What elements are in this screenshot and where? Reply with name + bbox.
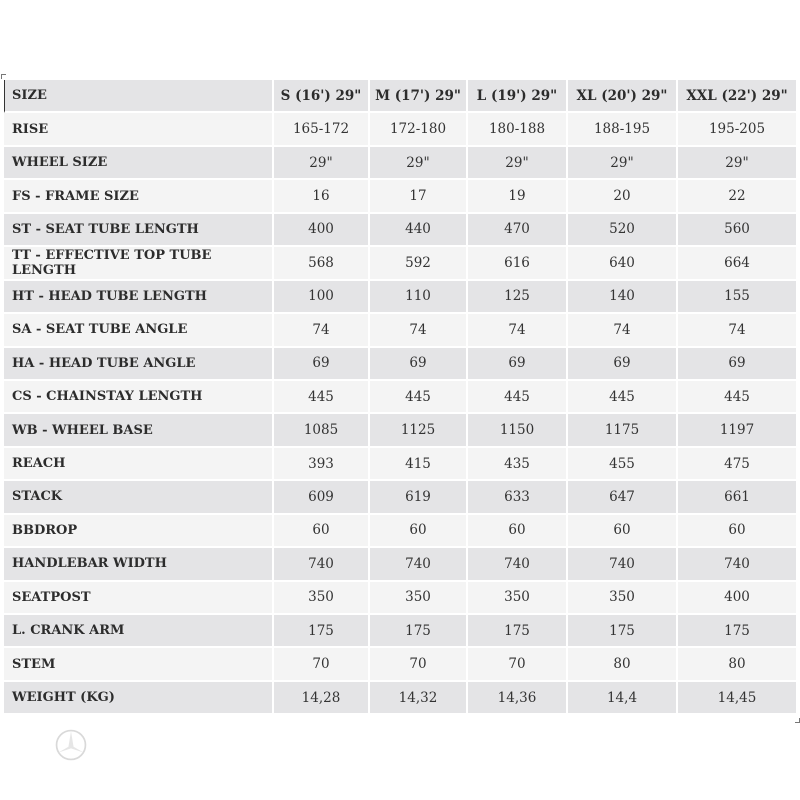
table-cell: 74 bbox=[568, 314, 678, 347]
table-cell: 69 bbox=[370, 348, 468, 381]
table-cell: 69 bbox=[568, 348, 678, 381]
table-cell: 175 bbox=[370, 615, 468, 648]
table-cell: 74 bbox=[274, 314, 370, 347]
header-size-xl: XL (20') 29" bbox=[568, 80, 678, 113]
table-header-row bbox=[4, 80, 796, 113]
row-label: WHEEL SIZE bbox=[4, 147, 274, 180]
table-cell: 180-188 bbox=[468, 113, 568, 146]
table-cell: 165-172 bbox=[274, 113, 370, 146]
table-cell: 60 bbox=[468, 515, 568, 548]
table-cell: 609 bbox=[274, 481, 370, 514]
row-label: HT - HEAD TUBE LENGTH bbox=[4, 281, 274, 314]
table-cell: 400 bbox=[678, 582, 796, 615]
table-cell: 619 bbox=[370, 481, 468, 514]
table-cell: 20 bbox=[568, 180, 678, 213]
table-cell: 60 bbox=[678, 515, 796, 548]
table-cell: 14,28 bbox=[274, 682, 370, 715]
mercedes-star-logo-icon bbox=[54, 728, 88, 762]
table-cell: 175 bbox=[678, 615, 796, 648]
table-cell: 560 bbox=[678, 214, 796, 247]
table-cell: 29" bbox=[468, 147, 568, 180]
row-label: L. CRANK ARM bbox=[4, 615, 274, 648]
table-cell: 195-205 bbox=[678, 113, 796, 146]
table-cell: 172-180 bbox=[370, 113, 468, 146]
table-cell: 647 bbox=[568, 481, 678, 514]
table-row bbox=[4, 214, 796, 247]
table-row bbox=[4, 180, 796, 213]
table-cell: 69 bbox=[468, 348, 568, 381]
table-row bbox=[4, 582, 796, 615]
table-cell: 175 bbox=[274, 615, 370, 648]
table-cell: 22 bbox=[678, 180, 796, 213]
table-cell: 1150 bbox=[468, 414, 568, 447]
table-cell: 445 bbox=[370, 381, 468, 414]
row-label: BBDROP bbox=[4, 515, 274, 548]
table-cell: 740 bbox=[468, 548, 568, 581]
table-cell: 455 bbox=[568, 448, 678, 481]
table-cell: 60 bbox=[274, 515, 370, 548]
table-cell: 350 bbox=[274, 582, 370, 615]
table-cell: 616 bbox=[468, 247, 568, 280]
table-cell: 70 bbox=[274, 648, 370, 681]
row-label: STACK bbox=[4, 481, 274, 514]
table-cell: 80 bbox=[678, 648, 796, 681]
header-size-m: M (17') 29" bbox=[370, 80, 468, 113]
table-cell: 740 bbox=[274, 548, 370, 581]
table-cell: 740 bbox=[678, 548, 796, 581]
table-cell: 350 bbox=[568, 582, 678, 615]
table-cell: 175 bbox=[468, 615, 568, 648]
header-size-l: L (19') 29" bbox=[468, 80, 568, 113]
table-cell: 1125 bbox=[370, 414, 468, 447]
table-cell: 445 bbox=[274, 381, 370, 414]
row-label: TT - EFFECTIVE TOP TUBE LENGTH bbox=[4, 247, 274, 280]
table-cell: 520 bbox=[568, 214, 678, 247]
table-cell: 393 bbox=[274, 448, 370, 481]
table-cell: 1085 bbox=[274, 414, 370, 447]
table-cell: 1175 bbox=[568, 414, 678, 447]
row-label: HA - HEAD TUBE ANGLE bbox=[4, 348, 274, 381]
table-cell: 29" bbox=[568, 147, 678, 180]
table-cell: 19 bbox=[468, 180, 568, 213]
table-cell: 110 bbox=[370, 281, 468, 314]
table-row bbox=[4, 314, 796, 347]
row-label: HANDLEBAR WIDTH bbox=[4, 548, 274, 581]
table-cell: 400 bbox=[274, 214, 370, 247]
table-cell: 350 bbox=[468, 582, 568, 615]
table-row bbox=[4, 615, 796, 648]
table-cell: 640 bbox=[568, 247, 678, 280]
table-cell: 60 bbox=[568, 515, 678, 548]
table-row bbox=[4, 414, 796, 447]
table-cell: 661 bbox=[678, 481, 796, 514]
row-label: SEATPOST bbox=[4, 582, 274, 615]
table-cell: 74 bbox=[370, 314, 468, 347]
corner-mark-top-left bbox=[1, 74, 6, 79]
table-cell: 568 bbox=[274, 247, 370, 280]
table-cell: 440 bbox=[370, 214, 468, 247]
table-cell: 592 bbox=[370, 247, 468, 280]
table-cell: 60 bbox=[370, 515, 468, 548]
table-cell: 16 bbox=[274, 180, 370, 213]
table-cell: 188-195 bbox=[568, 113, 678, 146]
table-cell: 1197 bbox=[678, 414, 796, 447]
table-cell: 140 bbox=[568, 281, 678, 314]
table-cell: 664 bbox=[678, 247, 796, 280]
header-size-s: S (16') 29" bbox=[274, 80, 370, 113]
table-row bbox=[4, 147, 796, 180]
table-row bbox=[4, 348, 796, 381]
table-cell: 155 bbox=[678, 281, 796, 314]
table-cell: 29" bbox=[678, 147, 796, 180]
table-cell: 14,36 bbox=[468, 682, 568, 715]
table-cell: 17 bbox=[370, 180, 468, 213]
table-row bbox=[4, 515, 796, 548]
table-cell: 445 bbox=[568, 381, 678, 414]
table-cell: 350 bbox=[370, 582, 468, 615]
table-cell: 69 bbox=[274, 348, 370, 381]
row-label: STEM bbox=[4, 648, 274, 681]
table-cell: 740 bbox=[568, 548, 678, 581]
row-label: CS - CHAINSTAY LENGTH bbox=[4, 381, 274, 414]
table-row bbox=[4, 113, 796, 146]
table-cell: 70 bbox=[468, 648, 568, 681]
table-cell: 445 bbox=[468, 381, 568, 414]
table-row bbox=[4, 682, 796, 715]
table-cell: 69 bbox=[678, 348, 796, 381]
table-cell: 14,45 bbox=[678, 682, 796, 715]
table-cell: 80 bbox=[568, 648, 678, 681]
header-size: SIZE bbox=[4, 80, 274, 113]
table-cell: 633 bbox=[468, 481, 568, 514]
table-cell: 415 bbox=[370, 448, 468, 481]
table-row bbox=[4, 381, 796, 414]
table-cell: 445 bbox=[678, 381, 796, 414]
table-row bbox=[4, 481, 796, 514]
table-cell: 475 bbox=[678, 448, 796, 481]
table-cell: 70 bbox=[370, 648, 468, 681]
table-cell: 29" bbox=[274, 147, 370, 180]
table-row bbox=[4, 247, 796, 280]
corner-mark-bottom-right bbox=[795, 718, 800, 723]
table-row bbox=[4, 648, 796, 681]
table-cell: 74 bbox=[678, 314, 796, 347]
table-cell: 740 bbox=[370, 548, 468, 581]
table-cell: 14,32 bbox=[370, 682, 468, 715]
row-label: WEIGHT (KG) bbox=[4, 682, 274, 715]
table-cell: 100 bbox=[274, 281, 370, 314]
geometry-table bbox=[4, 80, 796, 715]
row-label: RISE bbox=[4, 113, 274, 146]
table-row bbox=[4, 548, 796, 581]
table-cell: 175 bbox=[568, 615, 678, 648]
table-cell: 14,4 bbox=[568, 682, 678, 715]
table-row bbox=[4, 281, 796, 314]
table-cell: 470 bbox=[468, 214, 568, 247]
table-row bbox=[4, 448, 796, 481]
table-cell: 74 bbox=[468, 314, 568, 347]
row-label: FS - FRAME SIZE bbox=[4, 180, 274, 213]
table-cell: 29" bbox=[370, 147, 468, 180]
header-size-xxl: XXL (22') 29" bbox=[678, 80, 796, 113]
row-label: ST - SEAT TUBE LENGTH bbox=[4, 214, 274, 247]
row-label: WB - WHEEL BASE bbox=[4, 414, 274, 447]
row-label: REACH bbox=[4, 448, 274, 481]
row-label: SA - SEAT TUBE ANGLE bbox=[4, 314, 274, 347]
table-cell: 435 bbox=[468, 448, 568, 481]
table-cell: 125 bbox=[468, 281, 568, 314]
